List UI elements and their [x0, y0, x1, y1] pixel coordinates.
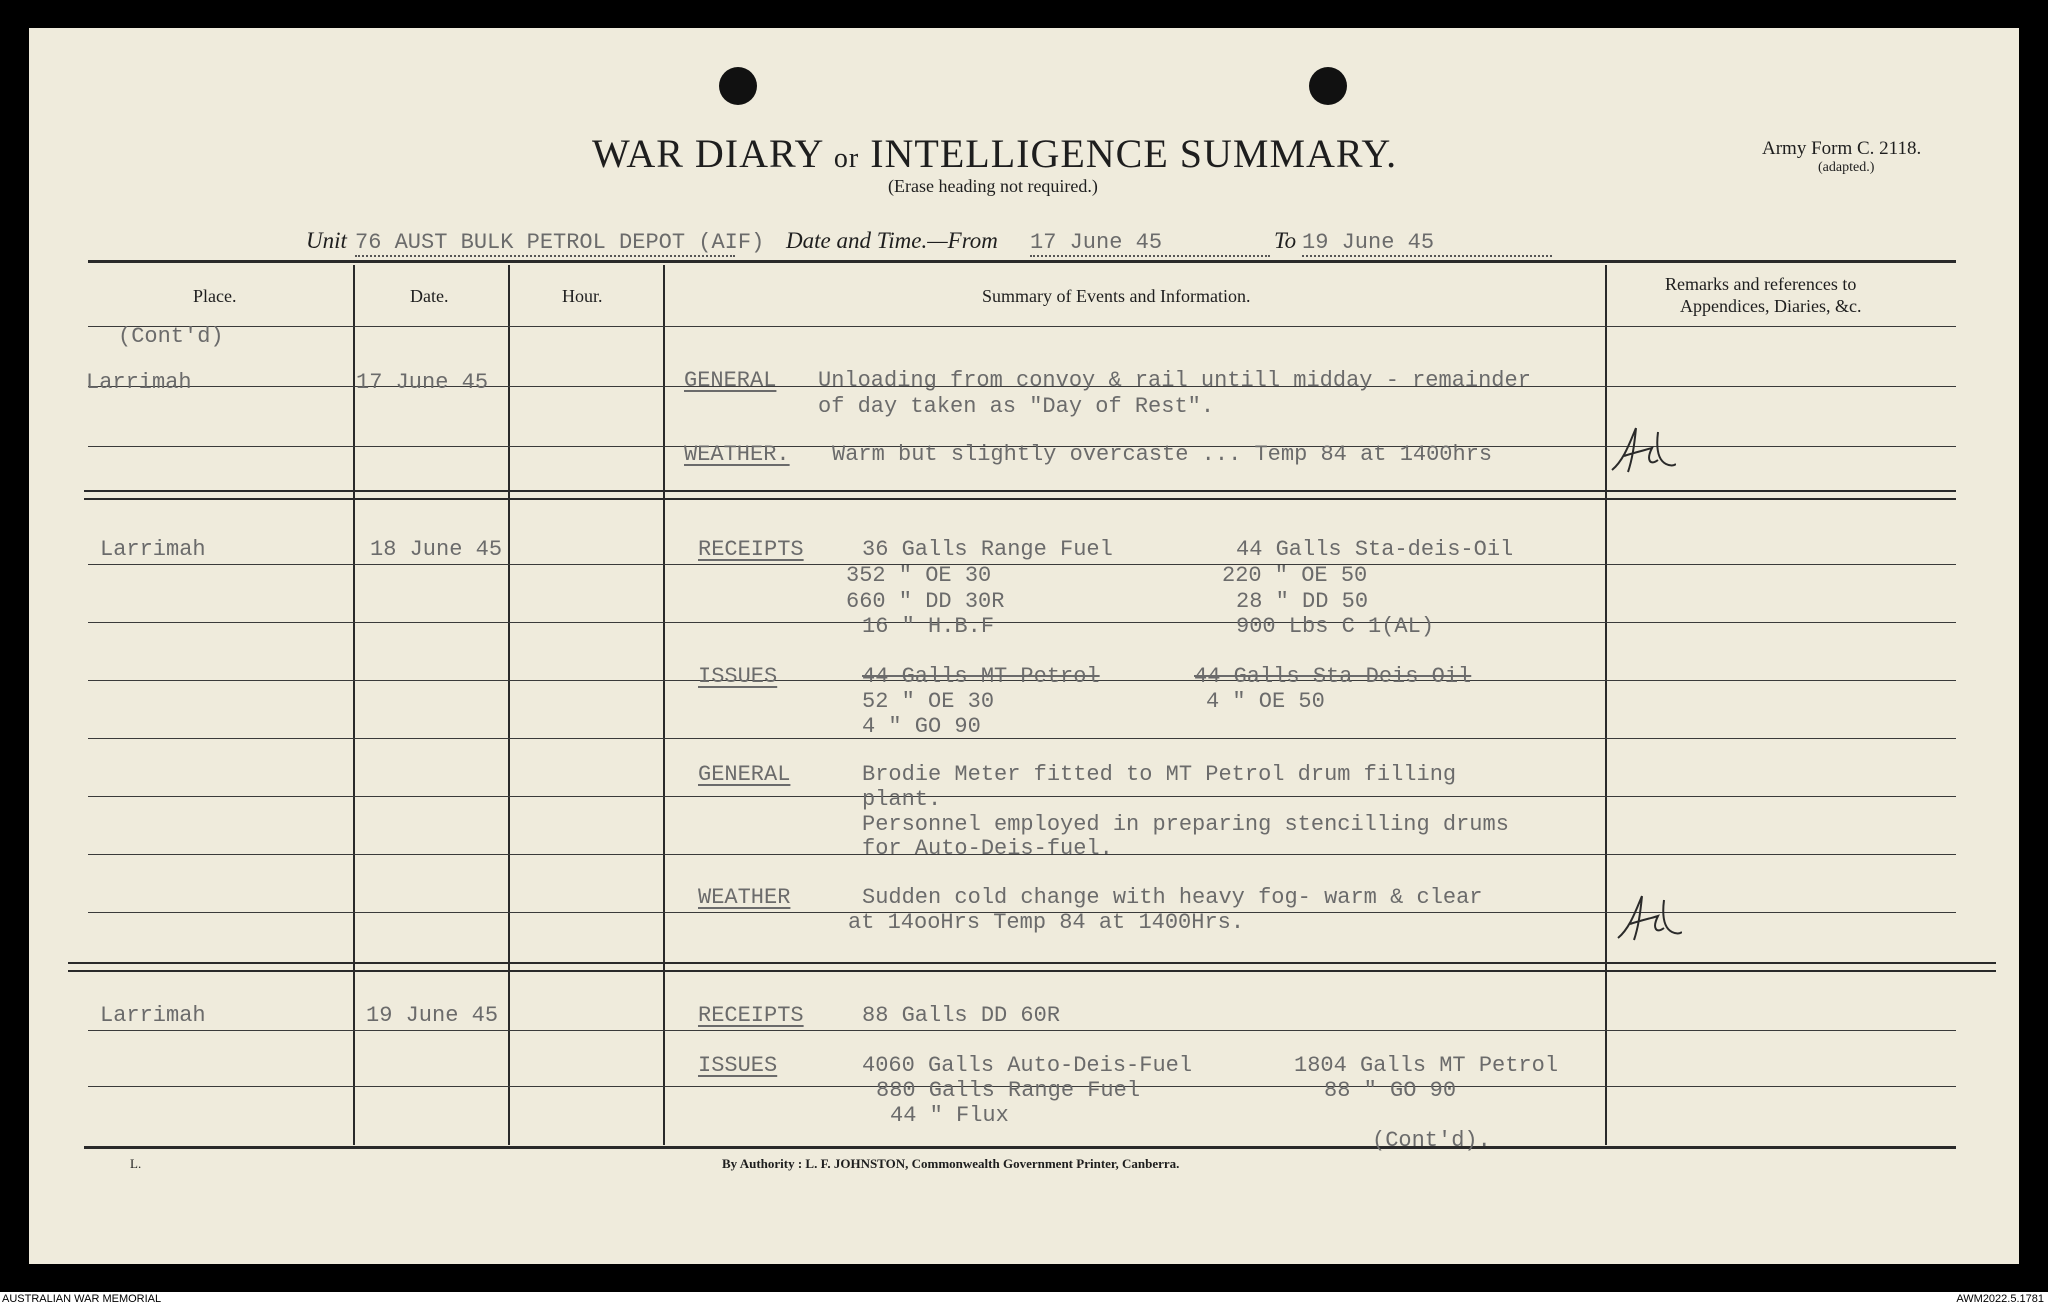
- adapted-note: (adapted.): [1818, 160, 1875, 175]
- form-title: WAR DIARY or INTELLIGENCE SUMMARY.: [592, 131, 1398, 176]
- issue-item: 44 " Flux: [890, 1103, 1009, 1128]
- archive-reference: AWM2022.5.1781: [1956, 1293, 2044, 1305]
- archive-caption-bar: [0, 1292, 2048, 1307]
- entry-date: 18 June 45: [370, 537, 503, 562]
- day-separator: [68, 970, 1996, 972]
- entry-place: Larrimah: [100, 537, 206, 562]
- unit-value: 76 AUST BULK PETROL DEPOT (AIF): [355, 230, 765, 255]
- entry-text: at 14ooHrs Temp 84 at 1400Hrs.: [848, 910, 1245, 935]
- entry-date: 19 June 45: [366, 1003, 499, 1028]
- entry-text: of day taken as "Day of Rest".: [818, 394, 1215, 419]
- form-subtitle: (Erase heading not required.): [888, 176, 1098, 196]
- entry-text: Unloading from convoy & rail untill midday - remainder: [818, 368, 1531, 393]
- entry-text: for Auto-Deis-fuel.: [862, 836, 1113, 861]
- column-header-date: Date.: [410, 286, 449, 306]
- column-header-place: Place.: [193, 286, 237, 306]
- day-separator: [68, 962, 1996, 964]
- column-divider: [508, 265, 510, 1145]
- entry-text: Warm but slightly overcaste ... Temp 84 at 1400hrs: [832, 442, 1493, 467]
- entry-place: Larrimah: [100, 1003, 206, 1028]
- entry-text: Brodie Meter fitted to MT Petrol drum filling: [862, 762, 1457, 787]
- issue-item: 44 Galls MT Petrol: [862, 664, 1100, 689]
- issue-item: 4060 Galls Auto-Deis-Fuel: [862, 1053, 1193, 1078]
- receipt-item: 16 " H.B.F: [862, 614, 995, 639]
- archive-name: AUSTRALIAN WAR MEMORIAL: [2, 1293, 162, 1305]
- section-label: ISSUES: [698, 1053, 778, 1078]
- column-header-summary: Summary of Events and Information.: [982, 286, 1251, 306]
- section-label: RECEIPTS: [698, 1003, 804, 1028]
- day-separator: [84, 498, 1956, 500]
- table-bottom-rule: [84, 1146, 1956, 1149]
- receipt-item: 28 " DD 50: [1236, 589, 1369, 614]
- receipt-item: 660 " DD 30R: [846, 589, 1005, 614]
- signature-initials: [1606, 420, 1676, 480]
- date-to-value: 19 June 45: [1302, 230, 1552, 257]
- row-rule: [88, 738, 1956, 739]
- issue-item: 88 " GO 90: [1324, 1078, 1457, 1103]
- receipt-item: 36 Galls Range Fuel: [862, 537, 1113, 562]
- receipt-item: 352 " OE 30: [846, 563, 992, 588]
- date-from-value: 17 June 45: [1030, 230, 1270, 257]
- row-rule: [88, 622, 1956, 623]
- day-separator: [84, 490, 1956, 492]
- entry-date: 17 June 45: [356, 370, 489, 395]
- entry-text: Sudden cold change with heavy fog- warm & clear: [862, 885, 1483, 910]
- unit-label: Unit: [306, 228, 347, 253]
- entry-text: plant.: [862, 787, 942, 812]
- table-top-rule: [88, 260, 1956, 263]
- row-rule: [88, 796, 1956, 797]
- footer-mark: L.: [130, 1156, 142, 1171]
- row-rule: [88, 1030, 1956, 1031]
- section-label: GENERAL: [684, 368, 777, 393]
- column-divider: [1605, 265, 1607, 1145]
- entry-text: Personnel employed in preparing stencilling drums: [862, 812, 1509, 837]
- entry-place: Larrimah: [86, 370, 192, 395]
- section-label: WEATHER: [698, 885, 791, 910]
- column-header-remarks: Remarks and references to: [1665, 274, 1857, 294]
- section-label: GENERAL: [698, 762, 791, 787]
- row-rule: [88, 564, 1956, 565]
- receipt-item: 44 Galls Sta-deis-Oil: [1236, 537, 1514, 562]
- contd-note: (Cont'd).: [1372, 1128, 1491, 1153]
- army-form-number: Army Form C. 2118.: [1762, 138, 1922, 159]
- punch-hole: [1309, 67, 1347, 105]
- issue-item: 880 Galls Range Fuel: [876, 1078, 1141, 1103]
- column-header-hour: Hour.: [562, 286, 603, 306]
- receipt-item: 900 Lbs C 1(AL): [1236, 614, 1435, 639]
- column-header-remarks: Appendices, Diaries, &c.: [1680, 296, 1862, 316]
- punch-hole: [719, 67, 757, 105]
- issue-item: 44 Galls Sta-Deis-Oil: [1194, 664, 1472, 689]
- section-label: RECEIPTS: [698, 537, 804, 562]
- issue-item: 4 " OE 50: [1206, 689, 1325, 714]
- date-from-label: Date and Time.—From: [786, 228, 998, 253]
- row-rule: [88, 326, 1956, 327]
- issue-item: 52 " OE 30: [862, 689, 995, 714]
- section-label: WEATHER.: [684, 442, 790, 467]
- printer-authority: By Authority : L. F. JOHNSTON, Commonwealth Government Printer, Canberra.: [722, 1156, 1180, 1171]
- issue-item: 1804 Galls MT Petrol: [1294, 1053, 1559, 1078]
- contd-note: (Cont'd): [118, 324, 224, 349]
- receipt-item: 88 Galls DD 60R: [862, 1003, 1061, 1028]
- signature-initials: [1612, 888, 1682, 948]
- column-divider: [353, 265, 355, 1145]
- receipt-item: 220 " OE 50: [1222, 563, 1368, 588]
- section-label: ISSUES: [698, 664, 778, 689]
- issue-item: 4 " GO 90: [862, 714, 981, 739]
- column-divider: [663, 265, 665, 1145]
- date-to-label: To: [1274, 228, 1297, 253]
